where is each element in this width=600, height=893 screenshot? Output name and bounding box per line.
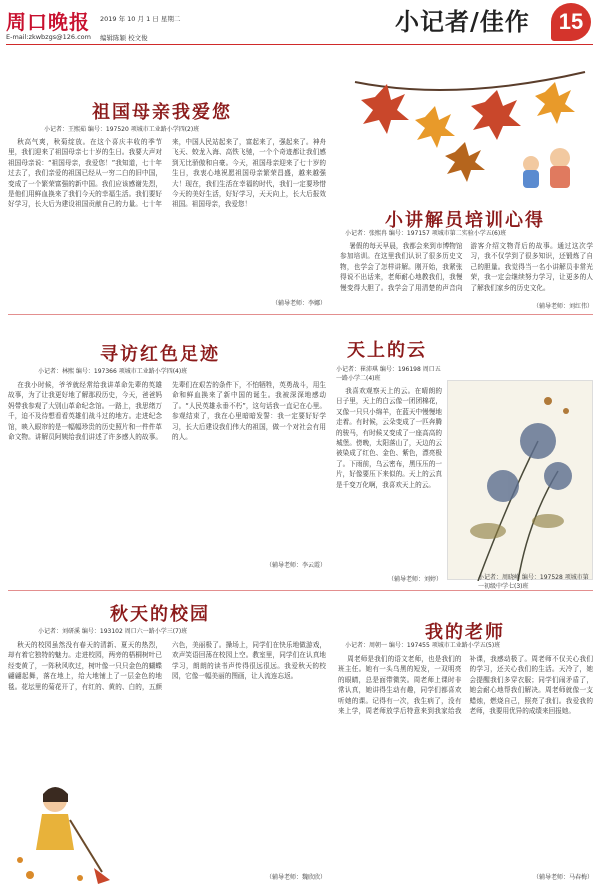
article-body: 暑假的每天早晨，我都会来到市博物馆参加培训。在这里我们认识了很多历史文物，也学会了怎样讲解。刚开始，我紧张得说不出话来，老师耐心地教我们，我慢慢变得大胆了。我学会了用清楚的声音向游客介绍文物背后的故事。通过这次学习，我不仅学到了很多知识，还锻炼了自己的胆量。我觉得当一名小讲解员非常光荣，我一定会继续努力学习，让更多的人了解我们家乡的历史文化。	[340, 242, 593, 292]
page-number-badge: 15	[551, 3, 591, 41]
masthead-rule	[6, 44, 593, 45]
issue-date: 2019 年 10 月 1 日 星期二	[100, 15, 181, 23]
article-teacher: （辅导老师：刘红伟）	[532, 303, 593, 310]
article-teacher: （辅导老师：魏欣欣）	[265, 874, 326, 881]
article-teacher: （辅导老师：马春梅）	[532, 874, 593, 881]
article-byline: 小记者：崔沛琪 编号：196198 周口五一路小学二(4)班	[336, 366, 441, 382]
section-divider	[8, 314, 593, 315]
article-teacher: （辅导老师：李娜）	[271, 300, 326, 307]
article-byline: 小记者：林熙 编号：197366 项城市工业路小学四(4)班	[38, 368, 188, 375]
article-byline: 小记者：刘研溪 编号：193102 周口六一路小学三(7)班	[38, 628, 188, 635]
flower-image	[448, 381, 594, 581]
editor-line: 编辑陈颖 校文俊	[100, 34, 148, 42]
article-title: 秋天的校园	[110, 604, 210, 625]
section-divider	[8, 590, 593, 591]
autumn-leaves-illustration	[335, 62, 593, 194]
newspaper-logo: 周口晚报	[6, 10, 90, 34]
article-body: 秋天的校园虽然没有春天的清新、夏天的热烈，却有着它独特的魅力。走进校园，两旁的梧桐树叶已经变黄了，一阵秋风吹过，树叶像一只只金色的蝴蝶翩翩起舞，落在地上，给大地铺上了一层金色的地毯。花坛里的菊花开了，有红的、黄的、白的，五颜六色，美丽极了。操场上，同学们在快乐地做游戏，欢声笑语回荡在校园上空。教室里，同学们在认真地学习，朗朗的读书声传得很远很远。我爱秋天的校园，它像一幅美丽的图画，让人流连忘返。	[8, 641, 326, 691]
article-body: 秋高气爽，秋菊绽放。在这个喜庆丰收的季节里，我们迎来了祖国母亲七十岁的生日。我要大声对祖国母亲说：“祖国母亲，我爱您！”我知道，七十年过去了，我们亲爱的祖国已经从一穷二白的旧中国，变成了一个繁荣富强的新中国。我们应该感谢先烈，是他们用鲜血换来了我们今天的幸福生活。我们要好好学习，长大后为建设祖国贡献自己的力量。七十年来，中国人民站起来了，富起来了，强起来了。神舟飞天、蛟龙入海、高铁飞驰，一个个奇迹都让我们感到无比骄傲和自豪。今天，祖国母亲迎来了七十岁的生日，我衷心地祝愿祖国母亲繁荣昌盛，越来越强大！现在，我们生活在幸福的时代，我们一定要珍惜今天的美好生活，好好学习，天天向上，长大后报效祖国。祖国母亲，我爱您！	[8, 138, 326, 209]
article-title: 祖国母亲我爱您	[92, 102, 232, 123]
chrysanthemum-painting	[447, 380, 593, 590]
article-byline: 小记者：张熙冉 编号：197157 项城市第二实验小学五(6)班	[345, 230, 507, 237]
painting-caption: 小记者：周晓峰 编号：197528 项城市第一初级中学七(3)班	[478, 574, 589, 590]
article-teacher: （辅导老师：李云霞）	[265, 562, 326, 569]
article-teacher: （辅导老师：刘婷）	[387, 576, 442, 583]
article-title: 我的老师	[425, 622, 505, 643]
article-title: 天上的云	[347, 340, 427, 361]
article-byline: 小记者：王熙茹 编号：197520 项城市工业路小学四(2)班	[44, 126, 200, 133]
article-body: 我喜欢观察天上的云。在晴朗的日子里，天上的白云像一团团棉花，又像一只只小绵羊，在蓝天中慢慢地走着。有时候，云朵变成了一匹奔腾的骏马，有时候又变成了一座高高的城堡。傍晚，太阳落山了，天边的云被染成了红色、金色、紫色，漂亮极了。下雨前，乌云密布，黑压压的一片，好像要压下来似的。天上的云真是千变万化啊，我喜欢天上的云。	[336, 387, 442, 489]
article-title: 小讲解员培训心得	[385, 210, 545, 231]
article-title: 寻访红色足迹	[100, 344, 220, 365]
article-body: 周老师是我们的语文老师，也是我们的班主任。她有一头乌黑的短发，一双明亮的眼睛，总是面带微笑。周老师上课时非常认真，她讲得生动有趣，同学们都喜欢听她的课。记得有一次，我生病了，没有来上学，周老师放学后特意来到我家给我补课，我感动极了。周老师不仅关心我们的学习，还关心我们的生活。天冷了，她会提醒我们多穿衣服；同学们闹矛盾了，她会耐心地帮我们解决。周老师就像一支蜡烛，燃烧自己，照亮了我们。我爱我的老师，我要用优异的成绩来回报她。	[338, 655, 593, 716]
article-byline: 小记者：周朝一 编号：197455 项城市工业路小学五(5)班	[345, 642, 501, 649]
girl-sweeping-illustration	[10, 780, 115, 885]
contact-email: E-mail:zkwbzgs@126.com	[6, 33, 91, 41]
section-title: 小记者/佳作	[395, 7, 530, 36]
article-body: 在我小时候，爷爷就经常给我讲革命先辈的英雄故事，为了让我更好地了解那段历史，今天，爸爸妈妈带我参观了大别山革命纪念馆。一路上，我思绪万千，迫不及待想看看英雄们战斗过的地方。走进纪念馆，映入眼帘的是一幅幅珍贵的历史照片和一件件革命文物。讲解员阿姨给我们讲述了许多感人的故事。先辈们在艰苦的条件下，不怕牺牲，英勇战斗，用生命和鲜血换来了新中国的诞生。我被深深地感动了。“人民英雄永垂不朽”，这句话我一直记在心里。参观结束了，我在心里暗暗发誓：我一定要好好学习，长大后建设我们伟大的祖国，做一个对社会有用的人。	[8, 381, 326, 442]
